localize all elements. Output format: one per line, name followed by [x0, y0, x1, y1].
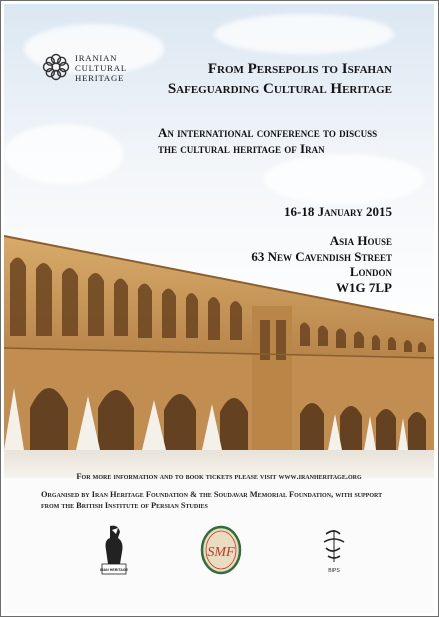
- venue-city: London: [349, 264, 392, 279]
- logo-line-1: IRANIAN: [75, 53, 118, 63]
- subtitle-line-2: the cultural heritage of Iran: [158, 141, 325, 156]
- venue-postcode: W1G 7LP: [336, 279, 392, 295]
- bips-calligraphy-icon: [320, 526, 348, 574]
- venue-address: [251, 233, 392, 295]
- title-line-2: Safeguarding Cultural Heritage: [167, 81, 392, 97]
- conference-poster: [4, 4, 434, 613]
- smf-emblem-icon: [200, 525, 242, 575]
- logo-line-3: HERITAGE: [75, 73, 125, 83]
- smf-label: SMF: [207, 545, 235, 560]
- ihf-label: IRAN HERITAGE: [99, 568, 129, 572]
- poster-subtitle: [158, 125, 408, 157]
- organisers-line: Organised by Iran Heritage Foundation & the Soudavar Memorial Foundation, with support from the British Institute of Persian Studies: [41, 490, 383, 510]
- conference-dates: 16-18 January 2015: [283, 204, 392, 219]
- rosette-icon: [42, 53, 70, 81]
- logo-text: [75, 53, 127, 83]
- poster-title: [168, 59, 392, 99]
- bips-label: BIPS: [328, 568, 340, 574]
- subtitle-line-1: An international conference to discuss: [158, 125, 378, 140]
- ich-logo: [42, 53, 162, 85]
- title-line-1: From Persepolis to Isfahan: [207, 61, 392, 77]
- info-line: For more information and to book tickets please visit www.iranheritage.org: [76, 471, 362, 481]
- logo-line-2: CULTURAL: [75, 63, 127, 73]
- venue-name: Asia House: [329, 233, 392, 248]
- ihf-figure-icon: [98, 524, 130, 576]
- venue-street: 63 New Cavendish Street: [251, 248, 392, 264]
